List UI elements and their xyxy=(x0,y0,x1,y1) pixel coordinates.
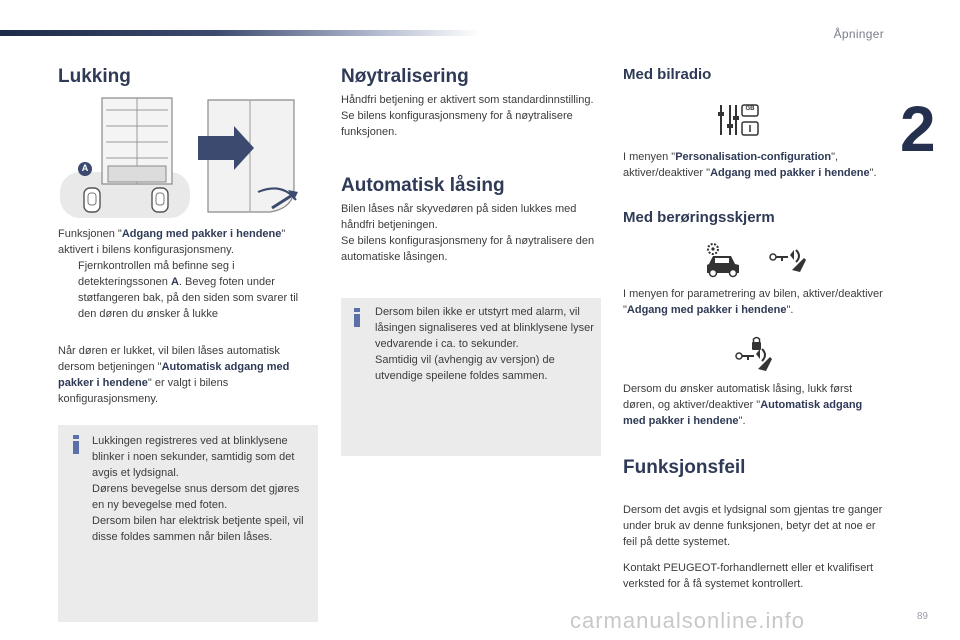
bilradio-text-pre: I menyen " xyxy=(623,151,676,163)
info-icon xyxy=(353,308,361,327)
van-illustration xyxy=(58,96,320,218)
beroring-text1 xyxy=(623,286,885,318)
bilradio-bold2: Adgang med pakker i hendene xyxy=(710,167,870,179)
intro-text-end: " aktivert i bilens konfigurasjonsmeny. xyxy=(58,228,286,256)
funksjonsfeil-text2: Kontakt PEUGEOT-forhandlernett eller et kvalifisert verksted for å få systemet kontrollert. xyxy=(623,562,874,590)
beroring-text2-pre: Dersom du ønsker automatisk låsing, lukk først døren, og aktiver/deaktiver " xyxy=(623,383,853,411)
lukking-intro xyxy=(58,226,316,258)
watermark: carmanualsonline.info xyxy=(570,608,806,633)
noytralisering-text: Håndfri betjening er aktivert som standardinnstilling. Se bilens konfigurasjonsmeny for å nøytralisere funksjonen. xyxy=(341,94,594,138)
lukking-para2 xyxy=(58,343,316,407)
para2-text-end: " er valgt i bilens konfigurasjonsmeny. xyxy=(58,377,229,405)
automatisk-text: Bilen låses når skyvedøren på siden lukkes med håndfri betjeningen. Se bilens konfigurasjonsmeny for å nøytralisere den automatiske låsingen. xyxy=(341,203,595,263)
lukking-info-box xyxy=(58,425,318,622)
bullet-bold: A xyxy=(170,276,179,288)
automatisk-title: Automatisk låsing xyxy=(341,175,505,196)
automatisk-info-text: Dersom bilen ikke er utstyrt med alarm, vil låsingen signaliseres ved at blinklysene lyser vedvarende i ca. to sekunder. Samtidig vil (avhengig av versjon) de utvendige speilene foldes sammen. xyxy=(375,306,594,382)
zone-label: A xyxy=(81,163,89,173)
lukking-bullet xyxy=(58,258,316,322)
para2-bold: Automatisk adgang med pakker i hendene xyxy=(58,361,290,389)
funksjonsfeil-title: Funksjonsfeil xyxy=(623,457,746,478)
intro-text: Funksjonen " xyxy=(58,228,122,240)
bullet-text-end: . Beveg foten under støtfangeren bak, på den siden som svarer til den døren du ønsker å lukke xyxy=(78,276,299,320)
header-bar xyxy=(0,30,480,36)
intro-bold: Adgang med pakker i hendene xyxy=(121,228,282,240)
chapter-number: 2 xyxy=(900,93,936,165)
lukking-title: Lukking xyxy=(58,66,131,87)
bilradio-text-mid: ", aktiver/deaktiver " xyxy=(623,151,839,179)
beroring-text1-bold: Adgang med pakker i hendene xyxy=(626,304,787,316)
funksjonsfeil-text1: Dersom det avgis et lydsignal som gjentas tre ganger under bruk av denne funksjonen, betyr det at noe er feil på dette systemet. xyxy=(623,504,883,548)
page-number: 89 xyxy=(916,611,928,622)
auto-lock-icon xyxy=(734,336,776,372)
hands-free-icon xyxy=(768,246,808,276)
automatisk-info-box xyxy=(341,298,601,456)
beroring-title: Med berøringsskjerm xyxy=(623,209,775,226)
beroring-text1-post: ". xyxy=(786,304,794,316)
beroring-text2-post: ". xyxy=(738,415,746,427)
bilradio-bold1: Personalisation-configuration xyxy=(675,151,832,163)
info-icon xyxy=(72,435,80,454)
noytralisering-title: Nøytralisering xyxy=(341,66,469,87)
beroring-text2 xyxy=(623,381,885,429)
beroring-text1-pre: I menyen for parametrering av bilen, aktiver/deaktiver " xyxy=(623,288,883,316)
section-title: Åpninger xyxy=(833,27,884,41)
gb-label: GB xyxy=(745,106,755,112)
bilradio-text-post: ". xyxy=(869,167,877,179)
beroring-text2-bold: Automatisk adgang med pakker i hendene xyxy=(623,399,863,427)
bullet-text: Fjernkontrollen må befinne seg i detekteringssonen xyxy=(78,260,235,288)
car-settings-icon xyxy=(703,242,743,278)
lukking-info-text: Lukkingen registreres ved at blinklysene blinker i noen sekunder, samtidig som det avgis et lydsignal. Dørens bevegelse snus dersom det gjøres en ny bevegelse med foten. Dersom bilen har elektrisk betjente speil, vil disse foldes sammen når bilen låses. xyxy=(92,435,304,543)
bilradio-text xyxy=(623,149,885,181)
bilradio-title: Med bilradio xyxy=(623,66,712,83)
para2-text: Når døren er lukket, vil bilen låses automatisk dersom betjeningen " xyxy=(58,345,280,373)
